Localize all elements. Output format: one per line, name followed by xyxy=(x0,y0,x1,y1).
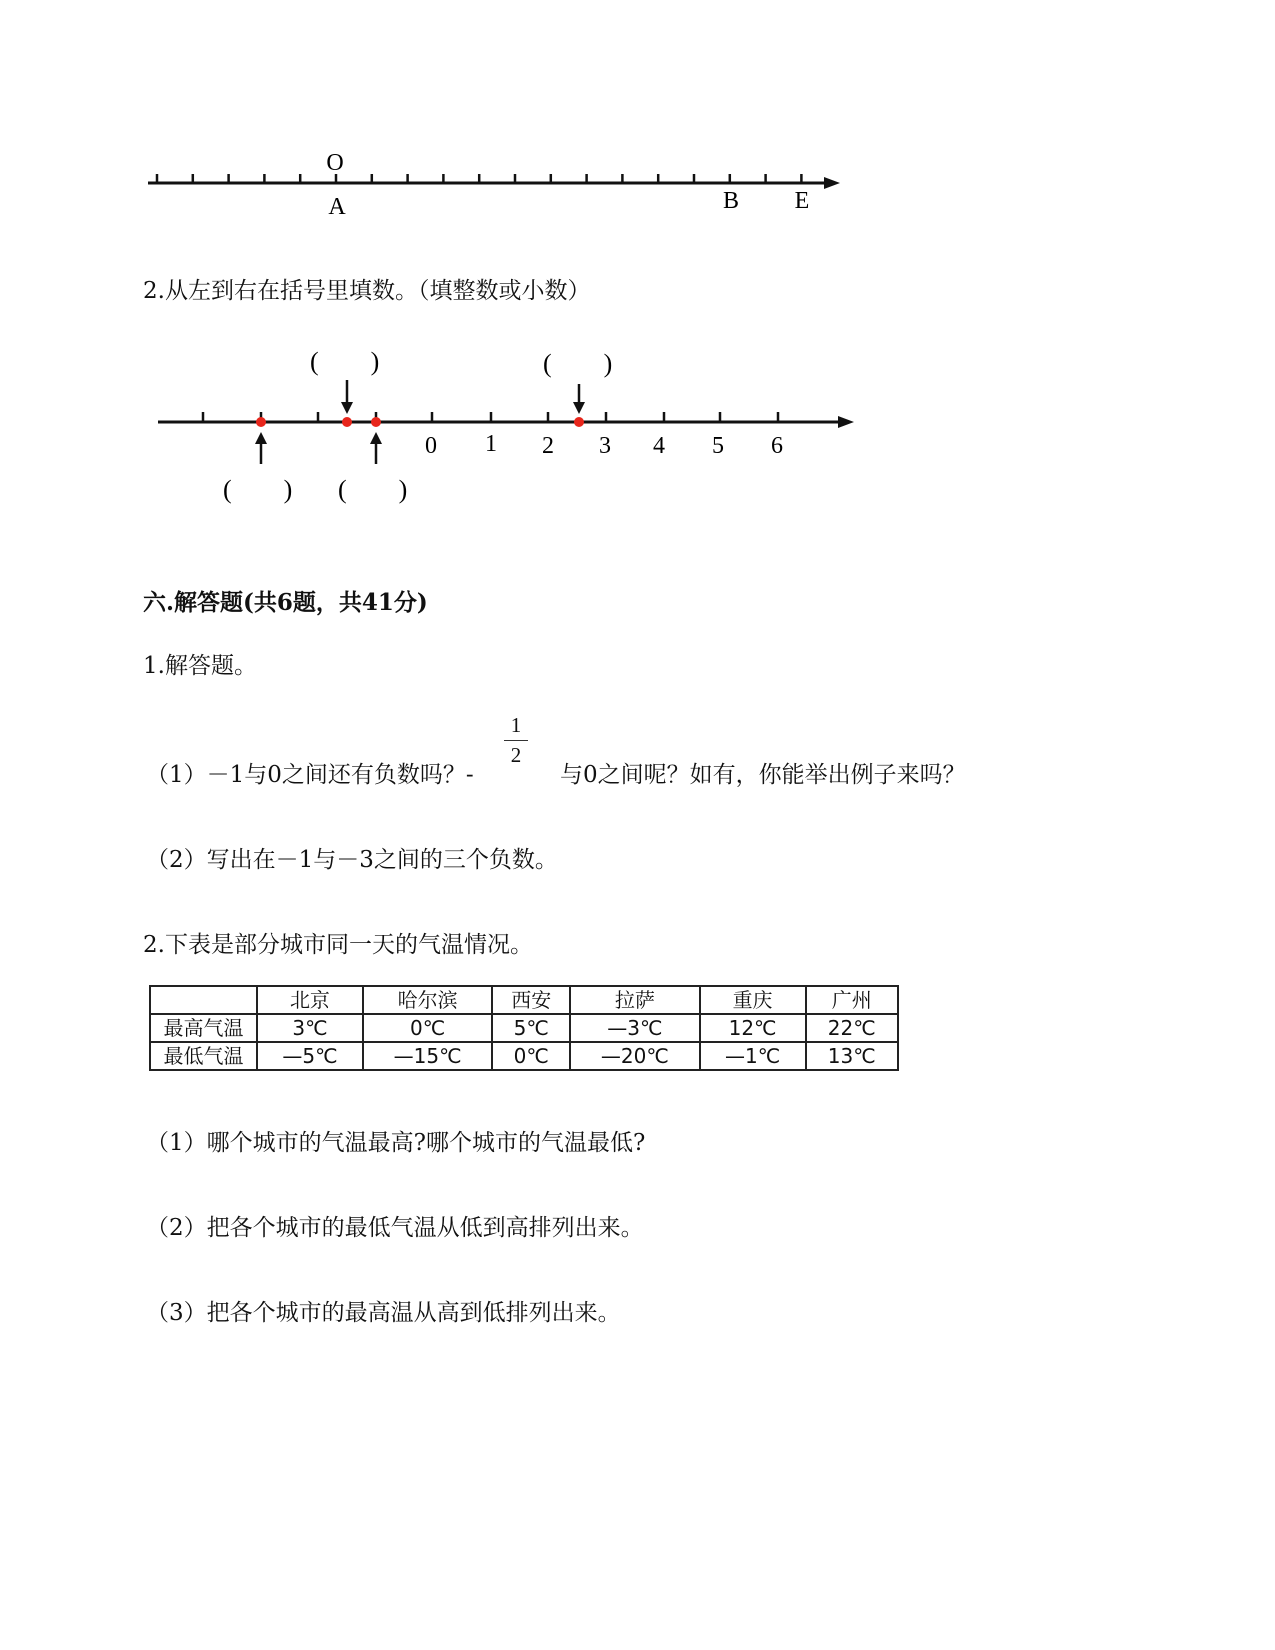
arrow-down-icon xyxy=(573,384,585,414)
axis-label-2: 2 xyxy=(542,433,554,459)
question-1-sub-1-prefix: （1）－1与0之间还有负数吗？- xyxy=(146,762,474,788)
fraction-one-half xyxy=(504,713,528,768)
number-line-1 xyxy=(140,140,860,230)
table-cell: 3℃ xyxy=(257,1014,363,1042)
answer-blank[interactable]: ( ) xyxy=(310,347,380,376)
table-header-row xyxy=(150,986,898,1014)
fraction-denominator: 2 xyxy=(510,743,522,767)
number-line-1-label-e: E xyxy=(794,188,810,214)
table-cell: 北京 xyxy=(257,986,363,1014)
axis-label-1: 1 xyxy=(485,431,497,457)
axis-label-4: 4 xyxy=(653,433,665,459)
marked-point-4 xyxy=(574,417,584,427)
question-1-sub-1 xyxy=(146,756,474,789)
table-cell: 重庆 xyxy=(700,986,806,1014)
marked-point-1 xyxy=(256,417,266,427)
table-cell: —20℃ xyxy=(570,1042,699,1070)
question-2-sub-3: （3）把各个城市的最高温从高到低排列出来。 xyxy=(146,1300,621,1326)
question-2-title: 2.下表是部分城市同一天的气温情况。 xyxy=(143,932,533,958)
table-cell xyxy=(150,986,257,1014)
marked-point-3 xyxy=(371,417,381,427)
fraction-bar xyxy=(504,740,528,741)
table-cell: 12℃ xyxy=(700,1014,806,1042)
number-line-1-label-o: O xyxy=(326,150,344,176)
table-cell: —5℃ xyxy=(257,1042,363,1070)
question-1-sub-1-suffix: 与0之间呢？如有，你能举出例子来吗？ xyxy=(560,762,966,788)
answer-blank[interactable]: ( ) xyxy=(543,349,613,378)
question-2-sub-2: （2）把各个城市的最低气温从低到高排列出来。 xyxy=(146,1215,644,1241)
table-cell: 22℃ xyxy=(806,1014,898,1042)
table-cell: 5℃ xyxy=(492,1014,570,1042)
table-cell: 13℃ xyxy=(806,1042,898,1070)
table-cell: 0℃ xyxy=(492,1042,570,1070)
table-cell: 0℃ xyxy=(363,1014,492,1042)
table-cell: 最高气温 xyxy=(150,1014,257,1042)
arrow-up-icon xyxy=(255,432,267,464)
axis-label-0: 0 xyxy=(425,433,437,459)
temperature-table xyxy=(149,985,899,1071)
table-cell: 广州 xyxy=(806,986,898,1014)
table-row xyxy=(150,1042,898,1070)
answer-blank[interactable]: ( ) xyxy=(223,475,293,504)
question-2-prompt: 2.从左到右在括号里填数。（填整数或小数） xyxy=(143,278,591,304)
table-row xyxy=(150,1014,898,1042)
question-2-sub-1: （1）哪个城市的气温最高?哪个城市的气温最低? xyxy=(146,1130,646,1156)
number-line-1-label-a: A xyxy=(328,194,346,220)
axis-label-3: 3 xyxy=(599,433,611,459)
marked-point-2 xyxy=(342,417,352,427)
section-heading: 六.解答题(共6题，共41分) xyxy=(143,589,428,616)
number-line-1-label-b: B xyxy=(722,188,740,214)
arrow-up-icon xyxy=(370,432,382,464)
table-cell: 西安 xyxy=(492,986,570,1014)
answer-blank[interactable]: ( ) xyxy=(338,475,408,504)
table-cell: 最低气温 xyxy=(150,1042,257,1070)
number-line-2-labels xyxy=(425,431,783,459)
number-line-2 xyxy=(140,340,870,520)
question-1-sub-2: （2）写出在－1与－3之间的三个负数。 xyxy=(146,847,558,873)
table-cell: —1℃ xyxy=(700,1042,806,1070)
question-1-title: 1.解答题。 xyxy=(143,653,257,679)
axis-label-6: 6 xyxy=(771,433,783,459)
arrow-down-icon xyxy=(341,380,353,414)
fraction-numerator: 1 xyxy=(510,713,522,737)
table-cell: 哈尔滨 xyxy=(363,986,492,1014)
table-cell: —15℃ xyxy=(363,1042,492,1070)
table-cell: —3℃ xyxy=(570,1014,699,1042)
table-cell: 拉萨 xyxy=(570,986,699,1014)
axis-label-5: 5 xyxy=(712,433,724,459)
